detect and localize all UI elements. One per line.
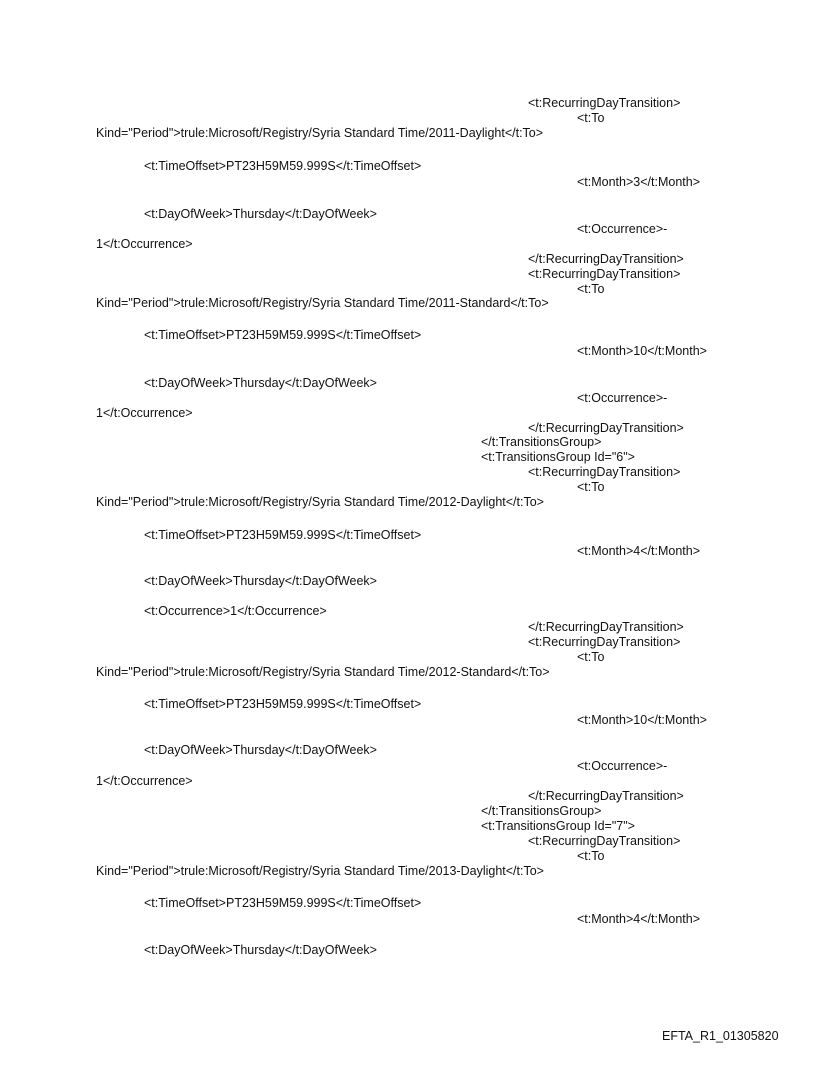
text-line: <t:TimeOffset>PT23H59M59.999S</t:TimeOffset> [144,896,422,910]
text-line: Kind="Period">trule:Microsoft/Registry/Syria Standard Time/2011-Standard</t:To> [96,296,549,310]
text-line: Kind="Period">trule:Microsoft/Registry/Syria Standard Time/2011-Daylight</t:To> [96,126,544,140]
text-line: <t:DayOfWeek>Thursday</t:DayOfWeek> [144,376,377,390]
text-line: </t:TransitionsGroup> [481,435,602,449]
text-line: <t:Occurrence>- [577,391,668,405]
text-line: <t:DayOfWeek>Thursday</t:DayOfWeek> [144,743,377,757]
text-line: <t:To [577,480,605,494]
text-line: <t:TimeOffset>PT23H59M59.999S</t:TimeOffset> [144,328,422,342]
text-line: Kind="Period">trule:Microsoft/Registry/Syria Standard Time/2012-Standard</t:To> [96,665,550,679]
text-line: <t:Month>3</t:Month> [577,175,700,189]
text-line: </t:RecurringDayTransition> [528,789,684,803]
text-line: </t:TransitionsGroup> [481,804,602,818]
text-line: <t:TransitionsGroup Id="7"> [481,819,635,833]
text-line: <t:Occurrence>- [577,222,668,236]
text-line: 1</t:Occurrence> [96,406,193,420]
text-line: <t:Month>4</t:Month> [577,544,700,558]
document-id-footer: EFTA_R1_01305820 [662,1029,779,1043]
text-line: <t:Month>10</t:Month> [577,344,707,358]
text-line: <t:To [577,111,605,125]
text-line: <t:Occurrence>1</t:Occurrence> [144,604,327,618]
text-line: <t:TimeOffset>PT23H59M59.999S</t:TimeOffset> [144,697,422,711]
text-line: <t:RecurringDayTransition> [528,96,681,110]
text-line: <t:To [577,849,605,863]
text-line: </t:RecurringDayTransition> [528,421,684,435]
text-line: <t:Month>10</t:Month> [577,713,707,727]
text-line: <t:To [577,650,605,664]
text-line: <t:RecurringDayTransition> [528,834,681,848]
text-line: <t:To [577,282,605,296]
text-line: <t:TimeOffset>PT23H59M59.999S</t:TimeOffset> [144,159,422,173]
text-line: <t:RecurringDayTransition> [528,267,681,281]
text-line: <t:RecurringDayTransition> [528,635,681,649]
text-line: <t:Month>4</t:Month> [577,912,700,926]
text-line: <t:DayOfWeek>Thursday</t:DayOfWeek> [144,207,377,221]
text-line: Kind="Period">trule:Microsoft/Registry/Syria Standard Time/2013-Daylight</t:To> [96,864,544,878]
text-line: <t:TransitionsGroup Id="6"> [481,450,635,464]
text-line: <t:DayOfWeek>Thursday</t:DayOfWeek> [144,943,377,957]
text-line: 1</t:Occurrence> [96,237,193,251]
text-line: <t:TimeOffset>PT23H59M59.999S</t:TimeOffset> [144,528,422,542]
text-line: <t:RecurringDayTransition> [528,465,681,479]
text-line: Kind="Period">trule:Microsoft/Registry/Syria Standard Time/2012-Daylight</t:To> [96,495,544,509]
text-line: 1</t:Occurrence> [96,774,193,788]
text-line: <t:DayOfWeek>Thursday</t:DayOfWeek> [144,574,377,588]
text-line: <t:Occurrence>- [577,759,668,773]
text-line: </t:RecurringDayTransition> [528,620,684,634]
text-line: </t:RecurringDayTransition> [528,252,684,266]
